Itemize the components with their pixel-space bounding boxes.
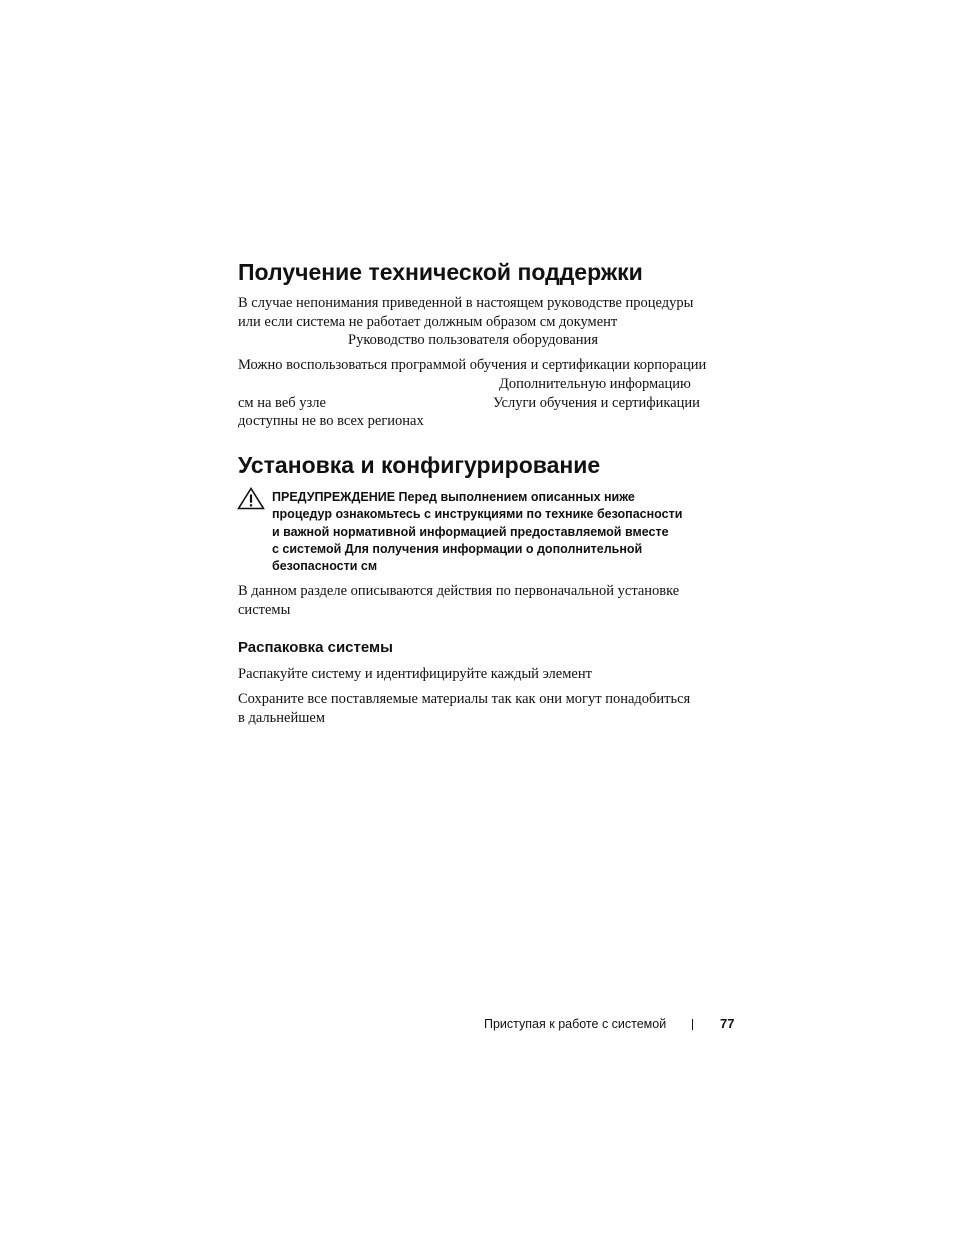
support-para1-line2: или если система не работает должным образом см документ	[238, 314, 618, 330]
footer-section-title: Приступая к работе с системой	[484, 1017, 667, 1031]
support-para2-line1: Можно воспользоваться программой обучения и сертификации корпорации	[238, 357, 707, 373]
support-para2-line2: Дополнительную информацию	[499, 376, 691, 392]
heading-setup-configuration: Установка и конфигурирование	[238, 452, 601, 478]
support-para2-line4: доступны не во всех регионах	[238, 413, 424, 429]
warning-line1: ПРЕДУПРЕЖДЕНИЕ Перед выполнением описанных ниже	[272, 490, 635, 504]
footer-page-number: 77	[720, 1016, 735, 1031]
footer-divider	[692, 1019, 693, 1030]
support-para1-line1: В случае непонимания приведенной в настоящем руководстве процедуры	[238, 295, 694, 311]
unpack-para2-line1: Сохраните все поставляемые материалы так как они могут понадобиться	[238, 691, 691, 707]
warning-line5: безопасности см	[272, 559, 378, 573]
warning-line4: с системой Для получения информации о дополнительной	[272, 542, 643, 556]
warning-line3: и важной нормативной информацией предоставляемой вместе	[272, 525, 669, 539]
unpack-para2-line2: в дальнейшем	[238, 710, 325, 726]
setup-intro-line1: В данном разделе описываются действия по первоначальной установке	[238, 583, 680, 599]
support-para1-line3: Руководство пользователя оборудования	[348, 332, 598, 348]
warning-line2: процедур ознакомьтесь с инструкциями по технике безопасности	[272, 507, 683, 521]
heading-technical-support: Получение технической поддержки	[238, 259, 643, 285]
unpack-para1: Распакуйте систему и идентифицируйте каждый элемент	[238, 666, 592, 682]
support-para2-line3-left: см на веб узле	[238, 395, 326, 411]
warning-triangle-icon	[237, 487, 265, 510]
heading-unpacking: Распаковка системы	[238, 639, 393, 656]
setup-intro-line2: системы	[238, 602, 291, 618]
support-para2-line3-right: Услуги обучения и сертификации	[493, 395, 700, 411]
